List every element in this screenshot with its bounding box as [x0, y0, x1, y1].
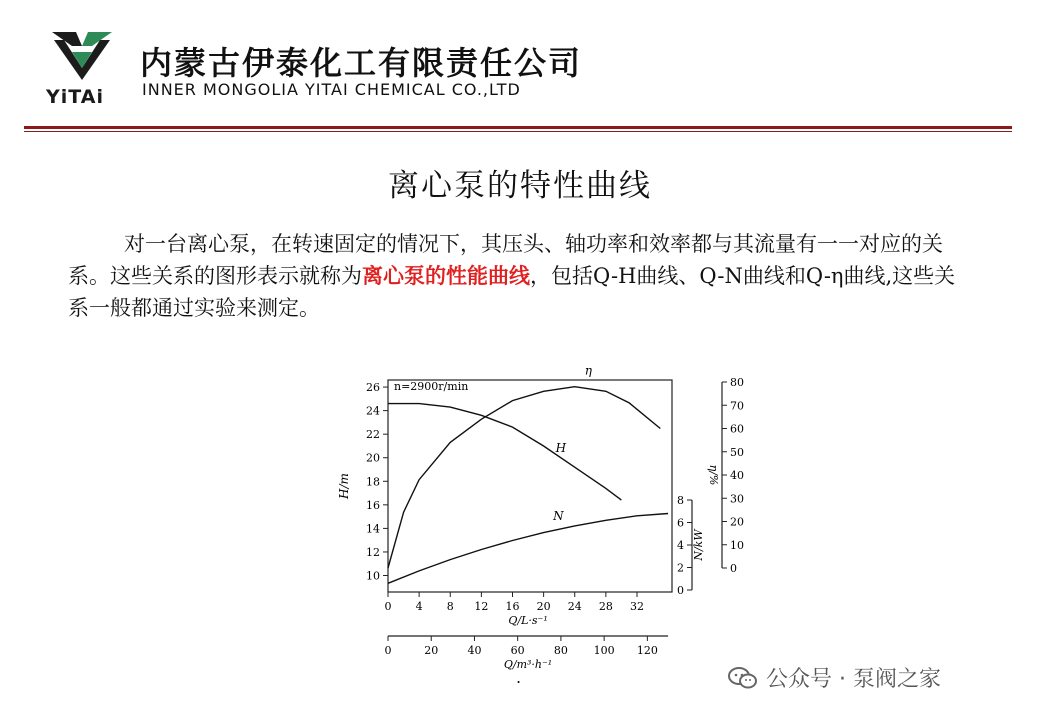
x-axis-tick-label: 24 [567, 600, 582, 613]
x-axis-tick-label: 8 [446, 600, 454, 613]
eta-axis-tick-label: 30 [730, 492, 744, 506]
speed-annotation: n=2900r/min [394, 380, 469, 393]
wechat-icon [728, 666, 758, 690]
plot-frame [388, 380, 672, 592]
logo-text: YiTAi [46, 86, 104, 108]
header-divider-thin [24, 131, 1012, 132]
eta-axis-tick-label: 60 [730, 422, 744, 436]
x-axis-tick-label: 4 [415, 600, 423, 613]
h-axis-tick-label: 16 [366, 498, 380, 512]
eta-axis-tick-label: 40 [730, 469, 744, 482]
x-axis-tick-label: 0 [384, 600, 392, 613]
x2-axis-tick-label: 100 [593, 644, 615, 657]
series-label-eta: η [584, 363, 592, 378]
h-axis-tick-label: 10 [366, 569, 380, 583]
eta-axis-tick-label: 70 [730, 399, 744, 413]
watermark [728, 662, 941, 693]
series-line-h [388, 404, 621, 501]
h-axis-label: H/m [337, 473, 351, 499]
company-name-en: INNER MONGOLIA YITAI CHEMICAL CO.,LTD [142, 80, 521, 99]
h-axis-tick-label: 12 [366, 545, 380, 559]
n-axis-label: N/kW [692, 529, 705, 561]
x-axis-label: Q/L·s⁻¹ [508, 614, 548, 627]
x2-axis-label: Q/m³·h⁻¹ [503, 658, 553, 671]
eta-axis-tick-label: 80 [730, 376, 744, 389]
pump-performance-chart [334, 360, 754, 680]
x2-axis-tick-label: 80 [553, 644, 568, 657]
x-axis-tick-label: 32 [629, 600, 644, 613]
x2-axis-tick-label: 120 [636, 644, 658, 657]
h-axis-tick-label: 22 [366, 428, 380, 442]
n-axis-tick-label: 4 [677, 539, 684, 552]
x2-axis-tick-label: 0 [384, 644, 392, 657]
x-axis-tick-label: 12 [474, 600, 489, 613]
series-line-n [388, 514, 668, 584]
watermark-text: 公众号 · 泵阀之家 [766, 667, 941, 692]
h-axis-tick-label: 14 [366, 522, 380, 536]
eta-axis-tick-label: 20 [730, 515, 744, 529]
slide-title: 离心泵的特性曲线 [388, 168, 652, 204]
eta-axis-label: η/% [707, 464, 720, 486]
para-text-1: 对一台离心泵，在转速固定的情况下，其压头、轴功率和效率都与其流量有一一对应的关系。这些关系的图形表示就称为 [68, 232, 943, 288]
x2-axis-tick-label: 60 [510, 644, 525, 657]
x-axis-tick-label: 16 [505, 600, 520, 613]
para-text-2: ，包括Q-H曲线、Q-N曲线和Q-η曲线,这些关系一般都通过实验来测定。 [68, 264, 956, 320]
h-axis-tick-label: 24 [366, 404, 380, 418]
x2-axis-tick-label: 20 [424, 644, 439, 657]
slide-paragraph [68, 228, 968, 324]
slide-dot: . [516, 668, 522, 687]
eta-axis-tick-label: 50 [730, 445, 744, 459]
n-axis-tick-label: 8 [677, 494, 684, 507]
eta-axis-tick-label: 10 [730, 538, 744, 552]
series-label-n: N [553, 509, 564, 524]
n-axis-tick-label: 2 [677, 561, 684, 575]
h-axis-tick-label: 20 [366, 451, 380, 465]
company-name-cn: 内蒙古伊泰化工有限责任公司 [140, 44, 583, 82]
h-axis-tick-label: 26 [366, 381, 380, 395]
header-divider [24, 126, 1012, 129]
n-axis-tick-label: 0 [677, 584, 684, 597]
x-axis-tick-label: 20 [536, 600, 551, 613]
para-highlight: 离心泵的性能曲线 [362, 263, 530, 288]
n-axis-tick-label: 6 [677, 516, 684, 530]
series-line-eta [388, 387, 660, 568]
company-logo-icon [48, 28, 116, 84]
x2-axis-tick-label: 40 [467, 644, 482, 657]
h-axis-tick-label: 18 [366, 475, 380, 489]
eta-axis-tick-label: 0 [730, 562, 737, 575]
x-axis-tick-label: 28 [598, 600, 613, 613]
series-label-h: H [555, 440, 567, 455]
